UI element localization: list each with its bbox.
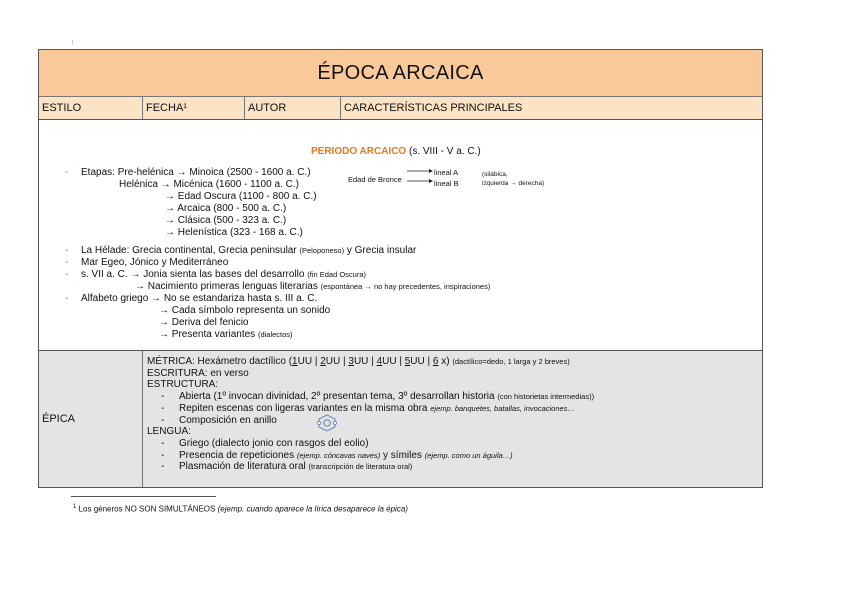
epica-content — [143, 351, 762, 487]
lengua-heading: LENGUA: — [147, 426, 191, 438]
estructura-item-1: - Abierta (1º invocan divinidad, 2º presentan tema, 3º desarrollan historia (con historietas intermedias)) — [161, 391, 595, 403]
lineal-b-label: lineal B — [434, 179, 459, 188]
silabica-note: (silábica, izquierda → derecha) — [482, 171, 545, 187]
periodo-heading: PERIODO ARCAICO (s. VIII - V a. C.) — [311, 146, 481, 157]
epoca-arcaica-table — [38, 49, 763, 488]
estructura-item-3: - Composición en anillo — [147, 415, 762, 427]
bullet-dash: - — [65, 167, 69, 178]
header-autor: AUTOR — [245, 97, 341, 119]
helade-line: La Hélade: Grecia continental, Grecia peninsular (Peloponeso) y Grecia insular — [81, 245, 417, 256]
table-header-row — [39, 97, 762, 120]
etapas-line-1: Etapas: Pre-helénica → Minoica (2500 - 1600 a. C.) — [81, 167, 311, 178]
ring-composition-icon — [315, 414, 339, 432]
page-corner-mark — [72, 40, 73, 45]
footnote: $^1$ Los géneros NO SON SIMULTÁNEOS (ejemp. cuando aparece la lírica desaparece la épica) — [73, 504, 408, 514]
etapas-line-2: Helénica → Micénica (1600 - 1100 a. C.) — [119, 179, 299, 190]
nacimiento-line: → Nacimiento primeras lenguas literarias (espontánea → no hay precedentes, inspiraciones) — [135, 281, 491, 292]
mar-line: Mar Egeo, Jónico y Mediterráneo — [81, 257, 229, 268]
escritura-line: ESCRITURA: en verso — [147, 367, 249, 379]
metrica-line: MÉTRICA: Hexámetro dactílico (1UU | 2UU | 3UU | 4UU | 5UU | 6 x) (dactílico=dedo, 1 larga y 2 breves) — [147, 356, 570, 367]
etapas-line-5: → Clásica (500 - 323 a. C.) — [165, 215, 287, 226]
periodo-arcaico-section — [39, 120, 762, 351]
bullet-dash: - — [65, 293, 69, 304]
lengua-item-1: - Griego (dialecto jonio con rasgos del eolio) — [161, 437, 369, 449]
header-estilo: ESTILO — [39, 97, 143, 119]
table-title: ÉPOCA ARCAICA — [39, 50, 762, 97]
lineal-a-label: lineal A — [434, 168, 459, 177]
alfabeto-line-4: → Presenta variantes (dialectos) — [159, 329, 293, 340]
edad-bronce-label: Edad de Bronce — [348, 175, 402, 184]
bullet-dash: - — [65, 245, 69, 256]
lengua-item-3: - Plasmación de literatura oral (transcripción de literatura oral) — [161, 461, 413, 473]
bullet-dash: - — [65, 257, 69, 268]
bullet-dash: - — [65, 269, 69, 280]
alfabeto-line-2: → Cada símbolo representa un sonido — [159, 305, 331, 316]
s7-line: s. VII a. C. → Jonia sienta las bases del desarrollo (fin Edad Oscura) — [81, 269, 367, 280]
epica-label: ÉPICA — [39, 351, 143, 487]
etapas-line-3: → Edad Oscura (1100 - 800 a. C.) — [165, 191, 317, 202]
estructura-item-2: - Repiten escenas con ligeras variantes en la misma obra ejemp. banquetes, batallas, invocaciones… — [161, 402, 575, 414]
alfabeto-line-1: Alfabeto griego → No se estandariza hasta s. III a. C. — [81, 293, 318, 304]
estructura-heading: ESTRUCTURA: — [147, 379, 219, 391]
etapas-line-4: → Arcaica (800 - 500 a. C.) — [165, 203, 287, 214]
bronce-arrows — [407, 166, 433, 186]
alfabeto-line-3: → Deriva del fenicio — [159, 317, 249, 328]
epica-row — [39, 351, 762, 487]
lengua-item-2: - Presencia de repeticiones (ejemp. cóncavas naves) y símiles (ejemp. como un águila…) — [161, 449, 513, 461]
header-caracteristicas: CARACTERÍSTICAS PRINCIPALES — [344, 102, 523, 114]
etapas-line-6: → Helenística (323 - 168 a. C.) — [165, 227, 303, 238]
footnote-separator — [71, 496, 216, 497]
header-fecha: FECHA¹ — [143, 97, 245, 119]
